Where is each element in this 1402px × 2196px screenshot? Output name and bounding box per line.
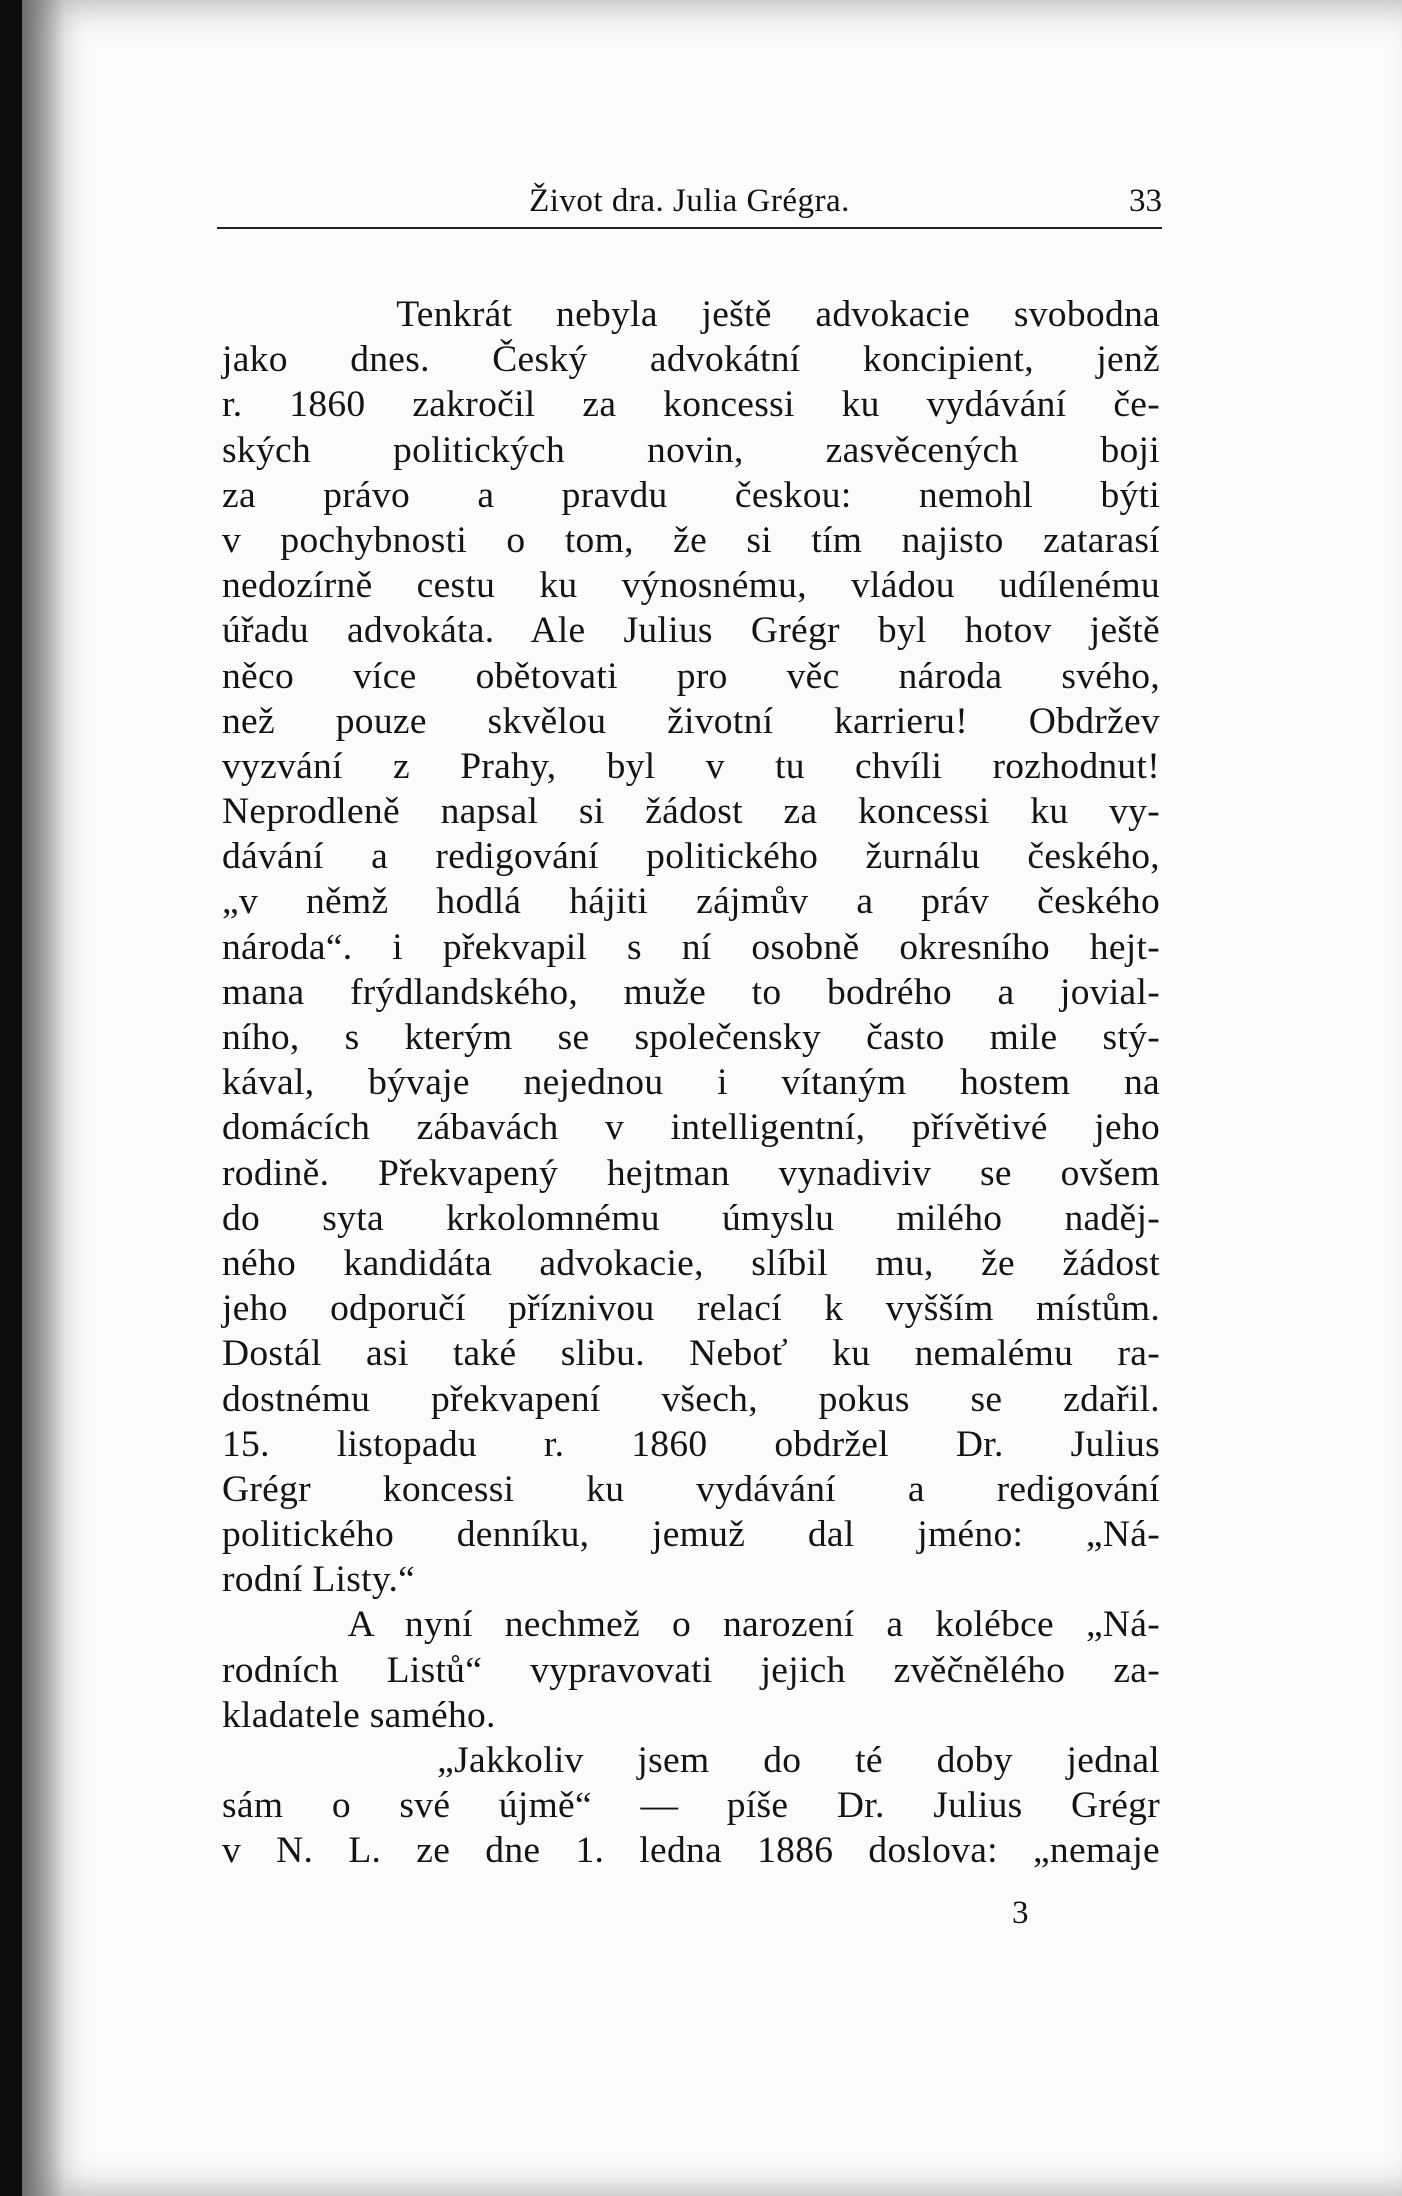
text-line: rodní Listy.“ xyxy=(222,1559,416,1601)
book-page xyxy=(22,0,1402,2196)
binding-shadow xyxy=(22,0,82,2196)
text-line: Grégr koncessi ku vydávání a redigování xyxy=(222,1468,1160,1510)
text-line: rodních Listů“ vypravovati jejich zvěčnělého za- xyxy=(222,1649,1160,1691)
text-line: Tenkrát nebyla ještě advokacie svobodna xyxy=(222,294,1160,335)
running-header xyxy=(217,183,1162,233)
text-line: vyzvání z Prahy, byl v tu chvíli rozhodnut! xyxy=(222,745,1160,787)
text-line: ských politických novin, zasvěcených boji xyxy=(222,429,1160,471)
text-line: do syta krkolomnému úmyslu milého naděj- xyxy=(222,1197,1160,1239)
page-number: 33 xyxy=(1129,183,1162,219)
text-line: kával, bývaje nejednou i vítaným hostem na xyxy=(222,1062,1160,1104)
text-line: něco více obětovati pro věc národa svého, xyxy=(222,655,1160,697)
text-line: A nyní nechmež o narození a kolébce „Ná- xyxy=(222,1604,1160,1646)
text-line: nedozírně cestu ku výnosnému, vládou udílenému xyxy=(222,565,1160,607)
text-line: mana frýdlandského, muže to bodrého a jovial- xyxy=(222,971,1160,1013)
text-line: r. 1860 zakročil za koncessi ku vydávání če- xyxy=(222,384,1160,426)
text-line: za právo a pravdu českou: nemohl býti xyxy=(222,474,1160,516)
text-line: kladatele samého. xyxy=(222,1694,496,1736)
running-title: Život dra. Julia Grégra. xyxy=(529,183,850,219)
text-line: než pouze skvělou životní karrieru! Obdržev xyxy=(222,700,1160,742)
text-line: „Jakkoliv jsem do té doby jednal xyxy=(222,1740,1160,1781)
text-line: dostnému překvapení všech, pokus se zdařil. xyxy=(222,1378,1160,1420)
text-line: v N. L. ze dne 1. ledna 1886 doslova: „nemaje xyxy=(222,1830,1160,1872)
text-line: „v němž hodlá hájiti zájmův a práv českého xyxy=(222,881,1160,923)
text-line: ného kandidáta advokacie, slíbil mu, že žádost xyxy=(222,1242,1160,1284)
text-line: rodině. Překvapený hejtman vynadiviv se ovšem xyxy=(222,1152,1160,1194)
signature-mark: 3 xyxy=(1012,1895,1029,1931)
text-line: sám o své újmě“ — píše Dr. Julius Grégr xyxy=(222,1785,1160,1827)
text-line: úřadu advokáta. Ale Julius Grégr byl hotov ještě xyxy=(222,610,1160,652)
body-text xyxy=(222,292,1160,1874)
text-line: v pochybnosti o tom, že si tím najisto zatarasí xyxy=(222,519,1160,561)
text-line: Neprodleně napsal si žádost za koncessi ku vy- xyxy=(222,791,1160,833)
text-line: národa“. i překvapil s ní osobně okresního hejt- xyxy=(222,926,1160,968)
text-line: politického denníku, jemuž dal jméno: „Ná- xyxy=(222,1514,1160,1556)
text-line: domácích zábavách v intelligentní, přívětivé jeho xyxy=(222,1107,1160,1149)
text-line: jeho odporučí příznivou relací k vyšším místům. xyxy=(222,1288,1160,1330)
text-line: Dostál asi také slibu. Neboť ku nemalému ra- xyxy=(222,1333,1160,1375)
text-line: 15. listopadu r. 1860 obdržel Dr. Julius xyxy=(222,1423,1160,1465)
header-rule xyxy=(217,227,1162,229)
text-line: jako dnes. Český advokátní koncipient, jenž xyxy=(222,339,1160,381)
text-line: dávání a redigování politického žurnálu českého, xyxy=(222,836,1160,878)
text-line: ního, s kterým se společensky často mile stý- xyxy=(222,1017,1160,1058)
